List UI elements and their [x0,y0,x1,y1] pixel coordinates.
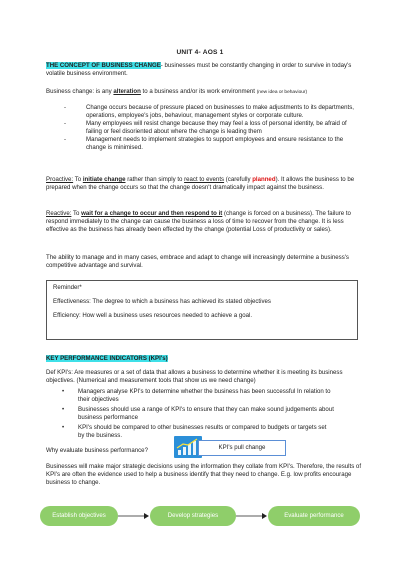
proactive-text: (carefully [224,176,253,183]
reminder-box [46,280,358,340]
concept-heading: THE CONCEPT OF BUSINESS CHANGE [46,62,161,69]
page-title: UNIT 4- AOS 1 [176,49,224,56]
kpi-bullet-list [58,388,334,442]
proactive-keyword-initiate: initiate change [82,176,126,183]
kpi-heading-row [46,355,168,363]
proactive-paragraph [46,176,358,192]
proactive-keyword-react: react to events [184,176,225,183]
list-item: - Many employees will resist change because they may feel a loss of personal identity, be afraid of failing or feel disoriented about where the change is leading them [64,120,360,136]
arrow-right-icon [236,511,268,521]
arrow-right-icon [118,511,150,521]
reminder-heading: Reminder* [53,284,82,291]
reactive-text: To [71,210,82,217]
proactive-label: Proactive: [46,176,74,183]
list-item: - Change occurs because of pressure placed on businesses to make adjustments to its departments, operations, employee's jobs, behaviour, management styles or corporate culture. [64,104,360,120]
reactive-keyword: wait for a change to occur and then respond to it [81,210,223,217]
kpi-heading: KEY PERFORMANCE INDICATORS (KPI's) [46,355,168,362]
business-change-prefix: Business change: is any [46,88,114,95]
kpi-definition: Def KPI's: Are measures or a set of data that allows a business to determine whether it is meeting its business objectives. (Numerical and measurement tools that show us we need change) [46,369,343,384]
business-change-note: (new idea or behaviour) [256,90,308,95]
kpi-pull-change-box: KPI's pull change [198,440,286,456]
proactive-text: rather than simply to [125,176,185,183]
list-item: • KPI's should be compared to other businesses results or compared to budgets or targets set by the business. [58,424,334,440]
list-item: • Businesses should use a range of KPI's to ensure that they can make sound judgements about business performance [58,406,334,422]
reactive-text: (change is forced on a business). The failure to respond immediately to the change can cause the business a loss of time to recover from the change. It is less effective as the business has already been effected by the change (potential Loss of productivity or sales). [46,210,351,233]
kpi-closing-paragraph: Businesses will make major strategic decisions using the information they collate from KPI's. Therefore, the results of KPI's are often the evidence used to help a business identify that they need to change. E.g. low profits encourage business to change. [46,463,362,486]
why-evaluate-question: Why evaluate business performance? [46,447,148,454]
ability-paragraph: The ability to manage and in many cases, embrace and adapt to change will increasingly determine a business's competitive advantage and survival. [46,254,349,269]
flow-step-establish-objectives: Establish objectives [40,506,118,526]
proactive-keyword-planned: planned [252,176,276,183]
concept-text: - businesses must be constantly changing in order to survive in today's volatile business environment. [46,62,352,77]
business-change-suffix: to a business and/or its work environment [140,88,257,95]
business-change-keyword: alteration [113,88,141,95]
change-dash-list [64,104,360,152]
list-item: - Management needs to implement strategies to support employees and ensure resistance to the change is minimised. [64,136,360,152]
efficiency-definition: Efficiency: How well a business uses resources needed to achieve a goal. [53,312,253,319]
reactive-label: Reactive: [46,210,72,217]
reactive-paragraph [46,210,358,234]
business-change-definition [46,88,366,97]
flow-step-evaluate-performance: Evaluate performance [268,506,360,526]
list-item: • Managers analyse KPI's to determine whether the business has been successful In relation to their objectives [58,388,334,404]
effectiveness-definition: Effectiveness: The degree to which a business has achieved its stated objectives [53,298,271,305]
flow-step-develop-strategies: Develop strategies [150,506,236,526]
proactive-text: ). It allows the business to be prepared when the change occurs so that the change doesn't dramatically impact against the business. [46,176,355,191]
proactive-text: To [73,176,83,183]
concept-paragraph [46,62,358,78]
